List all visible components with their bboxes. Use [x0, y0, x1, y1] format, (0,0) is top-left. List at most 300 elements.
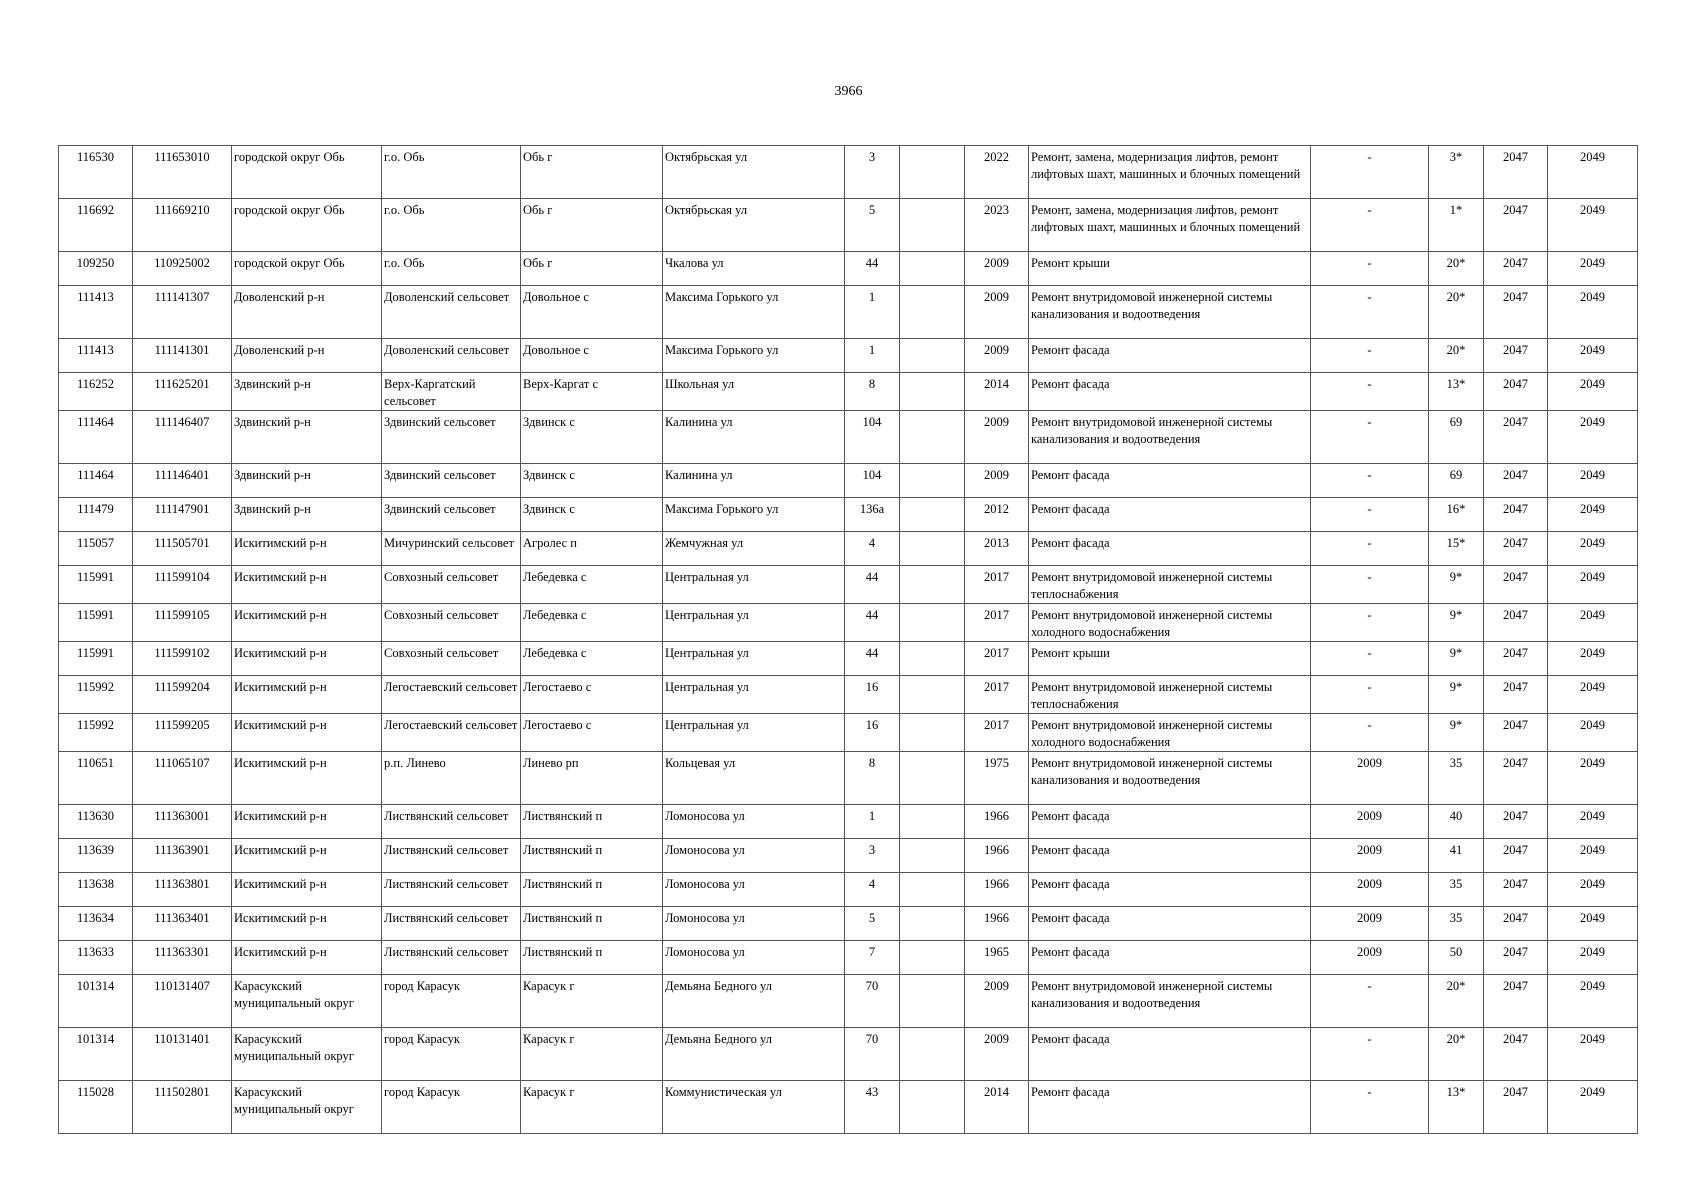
municipality-cell: Искитимский р-н — [232, 873, 382, 907]
settlement-type-cell: г.о. Обь — [382, 252, 521, 286]
build-year-cell: 1975 — [965, 752, 1029, 805]
table-row — [59, 286, 1638, 339]
plan-year-end-cell: 2049 — [1548, 199, 1638, 252]
work-type-cell: Ремонт внутридомовой инженерной системы канализования и водоотведения — [1029, 286, 1311, 339]
work-type-cell: Ремонт фасада — [1029, 464, 1311, 498]
build-year-cell: 2012 — [965, 498, 1029, 532]
building-cell — [900, 373, 965, 411]
table-row — [59, 339, 1638, 373]
build-year-cell: 2009 — [965, 464, 1029, 498]
settlement-type-cell: Легостаевский сельсовет — [382, 676, 521, 714]
settlement-type-cell: Совхозный сельсовет — [382, 642, 521, 676]
building-cell — [900, 907, 965, 941]
municipality-cell: Доволенский р-н — [232, 286, 382, 339]
build-year-cell: 2009 — [965, 252, 1029, 286]
municipality-cell: Здвинский р-н — [232, 464, 382, 498]
municipality-cell: Искитимский р-н — [232, 941, 382, 975]
building-cell — [900, 752, 965, 805]
table-row — [59, 146, 1638, 199]
plan-year-start-cell: 2047 — [1484, 805, 1548, 839]
house-number-cell: 44 — [845, 642, 900, 676]
building-cell — [900, 1028, 965, 1081]
work-type-cell: Ремонт фасада — [1029, 873, 1311, 907]
wear-percent-cell: 50 — [1429, 941, 1484, 975]
plan-year-end-cell: 2049 — [1548, 339, 1638, 373]
plan-year-end-cell: 2049 — [1548, 146, 1638, 199]
wear-percent-cell: 13* — [1429, 373, 1484, 411]
plan-year-start-cell: 2047 — [1484, 1028, 1548, 1081]
build-year-cell: 2009 — [965, 411, 1029, 464]
locality-cell: Верх-Каргат с — [521, 373, 663, 411]
house-number-cell: 1 — [845, 805, 900, 839]
municipality-cell: Здвинский р-н — [232, 373, 382, 411]
locality-cell: Довольное с — [521, 339, 663, 373]
plan-year-start-cell: 2047 — [1484, 1081, 1548, 1134]
work-id-cell: 111363801 — [133, 873, 232, 907]
work-type-cell: Ремонт фасада — [1029, 373, 1311, 411]
work-type-cell: Ремонт внутридомовой инженерной системы теплоснабжения — [1029, 676, 1311, 714]
build-year-cell: 2023 — [965, 199, 1029, 252]
building-cell — [900, 146, 965, 199]
work-type-cell: Ремонт внутридомовой инженерной системы холодного водоснабжения — [1029, 604, 1311, 642]
house-number-cell: 16 — [845, 714, 900, 752]
last-repair-year-cell: - — [1311, 975, 1429, 1028]
object-id-cell: 113638 — [59, 873, 133, 907]
locality-cell: Лебедевка с — [521, 604, 663, 642]
work-id-cell: 111625201 — [133, 373, 232, 411]
plan-year-end-cell: 2049 — [1548, 907, 1638, 941]
object-id-cell: 111464 — [59, 411, 133, 464]
municipality-cell: Карасукский муниципальный округ — [232, 975, 382, 1028]
locality-cell: Здвинск с — [521, 498, 663, 532]
build-year-cell: 2014 — [965, 373, 1029, 411]
settlement-type-cell: город Карасук — [382, 1081, 521, 1134]
object-id-cell: 115991 — [59, 604, 133, 642]
municipality-cell: Здвинский р-н — [232, 411, 382, 464]
settlement-type-cell: Мичуринский сельсовет — [382, 532, 521, 566]
municipality-cell: городской округ Обь — [232, 146, 382, 199]
last-repair-year-cell: - — [1311, 1081, 1429, 1134]
plan-year-end-cell: 2049 — [1548, 1028, 1638, 1081]
plan-year-end-cell: 2049 — [1548, 252, 1638, 286]
street-cell: Демьяна Бедного ул — [663, 1028, 845, 1081]
plan-year-start-cell: 2047 — [1484, 907, 1548, 941]
work-type-cell: Ремонт внутридомовой инженерной системы канализования и водоотведения — [1029, 411, 1311, 464]
house-number-cell: 1 — [845, 286, 900, 339]
build-year-cell: 2017 — [965, 566, 1029, 604]
settlement-type-cell: Доволенский сельсовет — [382, 286, 521, 339]
house-number-cell: 43 — [845, 1081, 900, 1134]
street-cell: Максима Горького ул — [663, 339, 845, 373]
work-type-cell: Ремонт крыши — [1029, 252, 1311, 286]
build-year-cell: 2014 — [965, 1081, 1029, 1134]
plan-year-end-cell: 2049 — [1548, 642, 1638, 676]
building-cell — [900, 464, 965, 498]
object-id-cell: 116530 — [59, 146, 133, 199]
building-cell — [900, 1081, 965, 1134]
locality-cell: Обь г — [521, 252, 663, 286]
building-cell — [900, 676, 965, 714]
wear-percent-cell: 9* — [1429, 714, 1484, 752]
last-repair-year-cell: - — [1311, 714, 1429, 752]
build-year-cell: 1966 — [965, 907, 1029, 941]
plan-year-end-cell: 2049 — [1548, 714, 1638, 752]
municipality-cell: Карасукский муниципальный округ — [232, 1028, 382, 1081]
last-repair-year-cell: - — [1311, 532, 1429, 566]
locality-cell: Листвянский п — [521, 941, 663, 975]
plan-year-end-cell: 2049 — [1548, 839, 1638, 873]
build-year-cell: 2017 — [965, 676, 1029, 714]
plan-year-start-cell: 2047 — [1484, 532, 1548, 566]
plan-year-start-cell: 2047 — [1484, 411, 1548, 464]
plan-year-end-cell: 2049 — [1548, 411, 1638, 464]
settlement-type-cell: Здвинский сельсовет — [382, 498, 521, 532]
municipality-cell: Искитимский р-н — [232, 907, 382, 941]
house-number-cell: 5 — [845, 907, 900, 941]
plan-year-start-cell: 2047 — [1484, 604, 1548, 642]
settlement-type-cell: Доволенский сельсовет — [382, 339, 521, 373]
table-row — [59, 752, 1638, 805]
last-repair-year-cell: 2009 — [1311, 752, 1429, 805]
last-repair-year-cell: - — [1311, 642, 1429, 676]
settlement-type-cell: г.о. Обь — [382, 199, 521, 252]
municipality-cell: Искитимский р-н — [232, 566, 382, 604]
building-cell — [900, 411, 965, 464]
house-number-cell: 4 — [845, 532, 900, 566]
plan-year-start-cell: 2047 — [1484, 873, 1548, 907]
object-id-cell: 115991 — [59, 566, 133, 604]
locality-cell: Линево рп — [521, 752, 663, 805]
plan-year-end-cell: 2049 — [1548, 941, 1638, 975]
registry-table-body — [59, 146, 1638, 1134]
table-row — [59, 975, 1638, 1028]
house-number-cell: 4 — [845, 873, 900, 907]
last-repair-year-cell: - — [1311, 604, 1429, 642]
plan-year-end-cell: 2049 — [1548, 805, 1638, 839]
work-type-cell: Ремонт внутридомовой инженерной системы канализования и водоотведения — [1029, 975, 1311, 1028]
locality-cell: Довольное с — [521, 286, 663, 339]
street-cell: Октябрьская ул — [663, 199, 845, 252]
plan-year-start-cell: 2047 — [1484, 941, 1548, 975]
build-year-cell: 2017 — [965, 714, 1029, 752]
table-row — [59, 714, 1638, 752]
table-row — [59, 1028, 1638, 1081]
plan-year-end-cell: 2049 — [1548, 752, 1638, 805]
locality-cell: Обь г — [521, 146, 663, 199]
page-number: 3966 — [834, 84, 863, 99]
locality-cell: Листвянский п — [521, 839, 663, 873]
build-year-cell: 1966 — [965, 839, 1029, 873]
table-row — [59, 676, 1638, 714]
work-id-cell: 110131407 — [133, 975, 232, 1028]
table-row — [59, 252, 1638, 286]
settlement-type-cell: Листвянский сельсовет — [382, 805, 521, 839]
locality-cell: Здвинск с — [521, 464, 663, 498]
work-id-cell: 110925002 — [133, 252, 232, 286]
house-number-cell: 44 — [845, 252, 900, 286]
settlement-type-cell: город Карасук — [382, 975, 521, 1028]
house-number-cell: 70 — [845, 1028, 900, 1081]
settlement-type-cell: Здвинский сельсовет — [382, 464, 521, 498]
object-id-cell: 101314 — [59, 975, 133, 1028]
wear-percent-cell: 9* — [1429, 642, 1484, 676]
wear-percent-cell: 35 — [1429, 907, 1484, 941]
street-cell: Ломоносова ул — [663, 941, 845, 975]
object-id-cell: 101314 — [59, 1028, 133, 1081]
last-repair-year-cell: 2009 — [1311, 941, 1429, 975]
settlement-type-cell: Листвянский сельсовет — [382, 907, 521, 941]
build-year-cell: 2017 — [965, 642, 1029, 676]
settlement-type-cell: Легостаевский сельсовет — [382, 714, 521, 752]
wear-percent-cell: 16* — [1429, 498, 1484, 532]
work-type-cell: Ремонт фасада — [1029, 907, 1311, 941]
locality-cell: Агролес п — [521, 532, 663, 566]
work-type-cell: Ремонт фасада — [1029, 498, 1311, 532]
plan-year-start-cell: 2047 — [1484, 752, 1548, 805]
last-repair-year-cell: - — [1311, 1028, 1429, 1081]
building-cell — [900, 975, 965, 1028]
table-row — [59, 642, 1638, 676]
table-row — [59, 464, 1638, 498]
house-number-cell: 3 — [845, 839, 900, 873]
house-number-cell: 104 — [845, 411, 900, 464]
municipality-cell: Искитимский р-н — [232, 676, 382, 714]
work-id-cell: 111669210 — [133, 199, 232, 252]
municipality-cell: Здвинский р-н — [232, 498, 382, 532]
municipality-cell: Искитимский р-н — [232, 714, 382, 752]
object-id-cell: 115057 — [59, 532, 133, 566]
locality-cell: Лебедевка с — [521, 642, 663, 676]
object-id-cell: 115992 — [59, 676, 133, 714]
object-id-cell: 116692 — [59, 199, 133, 252]
wear-percent-cell: 1* — [1429, 199, 1484, 252]
plan-year-start-cell: 2047 — [1484, 199, 1548, 252]
locality-cell: Легостаево с — [521, 714, 663, 752]
work-type-cell: Ремонт, замена, модернизация лифтов, ремонт лифтовых шахт, машинных и блочных помещений — [1029, 199, 1311, 252]
last-repair-year-cell: - — [1311, 373, 1429, 411]
object-id-cell: 111464 — [59, 464, 133, 498]
work-id-cell: 111363901 — [133, 839, 232, 873]
build-year-cell: 1965 — [965, 941, 1029, 975]
locality-cell: Карасук г — [521, 1081, 663, 1134]
house-number-cell: 136а — [845, 498, 900, 532]
settlement-type-cell: Здвинский сельсовет — [382, 411, 521, 464]
work-id-cell: 110131401 — [133, 1028, 232, 1081]
work-type-cell: Ремонт фасада — [1029, 1081, 1311, 1134]
locality-cell: Легостаево с — [521, 676, 663, 714]
work-type-cell: Ремонт крыши — [1029, 642, 1311, 676]
table-row — [59, 199, 1638, 252]
street-cell: Центральная ул — [663, 642, 845, 676]
last-repair-year-cell: - — [1311, 411, 1429, 464]
wear-percent-cell: 15* — [1429, 532, 1484, 566]
settlement-type-cell: Совхозный сельсовет — [382, 566, 521, 604]
street-cell: Максима Горького ул — [663, 498, 845, 532]
work-type-cell: Ремонт внутридомовой инженерной системы теплоснабжения — [1029, 566, 1311, 604]
municipality-cell: Доволенский р-н — [232, 339, 382, 373]
building-cell — [900, 532, 965, 566]
locality-cell: Здвинск с — [521, 411, 663, 464]
street-cell: Демьяна Бедного ул — [663, 975, 845, 1028]
work-type-cell: Ремонт фасада — [1029, 1028, 1311, 1081]
work-id-cell: 111363001 — [133, 805, 232, 839]
street-cell: Калинина ул — [663, 464, 845, 498]
work-type-cell: Ремонт фасада — [1029, 839, 1311, 873]
building-cell — [900, 252, 965, 286]
work-type-cell: Ремонт внутридомовой инженерной системы канализования и водоотведения — [1029, 752, 1311, 805]
street-cell: Школьная ул — [663, 373, 845, 411]
wear-percent-cell: 3* — [1429, 146, 1484, 199]
build-year-cell: 2013 — [965, 532, 1029, 566]
table-row — [59, 532, 1638, 566]
locality-cell: Листвянский п — [521, 907, 663, 941]
work-id-cell: 111505701 — [133, 532, 232, 566]
house-number-cell: 5 — [845, 199, 900, 252]
locality-cell: Карасук г — [521, 1028, 663, 1081]
street-cell: Центральная ул — [663, 714, 845, 752]
registry-table — [58, 145, 1638, 1134]
settlement-type-cell: р.п. Линево — [382, 752, 521, 805]
wear-percent-cell: 9* — [1429, 676, 1484, 714]
build-year-cell: 2009 — [965, 339, 1029, 373]
plan-year-start-cell: 2047 — [1484, 286, 1548, 339]
building-cell — [900, 199, 965, 252]
street-cell: Кольцевая ул — [663, 752, 845, 805]
plan-year-start-cell: 2047 — [1484, 498, 1548, 532]
work-id-cell: 111141307 — [133, 286, 232, 339]
table-row — [59, 1081, 1638, 1134]
house-number-cell: 104 — [845, 464, 900, 498]
wear-percent-cell: 69 — [1429, 411, 1484, 464]
last-repair-year-cell: - — [1311, 146, 1429, 199]
plan-year-start-cell: 2047 — [1484, 676, 1548, 714]
street-cell: Октябрьская ул — [663, 146, 845, 199]
work-id-cell: 111599105 — [133, 604, 232, 642]
municipality-cell: Искитимский р-н — [232, 805, 382, 839]
object-id-cell: 110651 — [59, 752, 133, 805]
work-type-cell: Ремонт фасада — [1029, 532, 1311, 566]
wear-percent-cell: 20* — [1429, 1028, 1484, 1081]
work-type-cell: Ремонт фасада — [1029, 941, 1311, 975]
building-cell — [900, 941, 965, 975]
plan-year-start-cell: 2047 — [1484, 464, 1548, 498]
object-id-cell: 115991 — [59, 642, 133, 676]
plan-year-start-cell: 2047 — [1484, 642, 1548, 676]
last-repair-year-cell: - — [1311, 498, 1429, 532]
street-cell: Ломоносова ул — [663, 839, 845, 873]
wear-percent-cell: 20* — [1429, 975, 1484, 1028]
object-id-cell: 116252 — [59, 373, 133, 411]
municipality-cell: Искитимский р-н — [232, 532, 382, 566]
wear-percent-cell: 41 — [1429, 839, 1484, 873]
table-row — [59, 604, 1638, 642]
object-id-cell: 109250 — [59, 252, 133, 286]
settlement-type-cell: г.о. Обь — [382, 146, 521, 199]
work-type-cell: Ремонт фасада — [1029, 339, 1311, 373]
last-repair-year-cell: 2009 — [1311, 873, 1429, 907]
settlement-type-cell: Листвянский сельсовет — [382, 839, 521, 873]
plan-year-start-cell: 2047 — [1484, 373, 1548, 411]
wear-percent-cell: 69 — [1429, 464, 1484, 498]
building-cell — [900, 498, 965, 532]
table-row — [59, 873, 1638, 907]
house-number-cell: 70 — [845, 975, 900, 1028]
work-id-cell: 111147901 — [133, 498, 232, 532]
plan-year-end-cell: 2049 — [1548, 1081, 1638, 1134]
settlement-type-cell: Листвянский сельсовет — [382, 941, 521, 975]
table-row — [59, 941, 1638, 975]
table-row — [59, 907, 1638, 941]
wear-percent-cell: 20* — [1429, 286, 1484, 339]
wear-percent-cell: 13* — [1429, 1081, 1484, 1134]
municipality-cell: городской округ Обь — [232, 252, 382, 286]
building-cell — [900, 339, 965, 373]
plan-year-end-cell: 2049 — [1548, 873, 1638, 907]
house-number-cell: 8 — [845, 373, 900, 411]
last-repair-year-cell: 2009 — [1311, 839, 1429, 873]
build-year-cell: 1966 — [965, 873, 1029, 907]
build-year-cell: 2009 — [965, 975, 1029, 1028]
street-cell: Максима Горького ул — [663, 286, 845, 339]
settlement-type-cell: город Карасук — [382, 1028, 521, 1081]
work-type-cell: Ремонт фасада — [1029, 805, 1311, 839]
work-id-cell: 111502801 — [133, 1081, 232, 1134]
work-id-cell: 111599104 — [133, 566, 232, 604]
work-id-cell: 111146407 — [133, 411, 232, 464]
street-cell: Центральная ул — [663, 676, 845, 714]
street-cell: Ломоносова ул — [663, 873, 845, 907]
last-repair-year-cell: - — [1311, 339, 1429, 373]
street-cell: Жемчужная ул — [663, 532, 845, 566]
object-id-cell: 113630 — [59, 805, 133, 839]
wear-percent-cell: 9* — [1429, 566, 1484, 604]
plan-year-start-cell: 2047 — [1484, 714, 1548, 752]
building-cell — [900, 805, 965, 839]
build-year-cell: 2009 — [965, 286, 1029, 339]
table-row — [59, 566, 1638, 604]
house-number-cell: 3 — [845, 146, 900, 199]
wear-percent-cell: 9* — [1429, 604, 1484, 642]
work-type-cell: Ремонт, замена, модернизация лифтов, ремонт лифтовых шахт, машинных и блочных помещений — [1029, 146, 1311, 199]
settlement-type-cell: Верх-Каргатский сельсовет — [382, 373, 521, 411]
settlement-type-cell: Совхозный сельсовет — [382, 604, 521, 642]
settlement-type-cell: Листвянский сельсовет — [382, 873, 521, 907]
object-id-cell: 111413 — [59, 339, 133, 373]
locality-cell: Карасук г — [521, 975, 663, 1028]
building-cell — [900, 714, 965, 752]
building-cell — [900, 873, 965, 907]
plan-year-end-cell: 2049 — [1548, 975, 1638, 1028]
last-repair-year-cell: 2009 — [1311, 805, 1429, 839]
object-id-cell: 115992 — [59, 714, 133, 752]
work-id-cell: 111599102 — [133, 642, 232, 676]
object-id-cell: 115028 — [59, 1081, 133, 1134]
work-id-cell: 111146401 — [133, 464, 232, 498]
street-cell: Ломоносова ул — [663, 805, 845, 839]
building-cell — [900, 286, 965, 339]
plan-year-end-cell: 2049 — [1548, 498, 1638, 532]
wear-percent-cell: 20* — [1429, 339, 1484, 373]
object-id-cell: 111479 — [59, 498, 133, 532]
locality-cell: Листвянский п — [521, 873, 663, 907]
last-repair-year-cell: - — [1311, 286, 1429, 339]
plan-year-start-cell: 2047 — [1484, 252, 1548, 286]
building-cell — [900, 839, 965, 873]
house-number-cell: 7 — [845, 941, 900, 975]
street-cell: Коммунистическая ул — [663, 1081, 845, 1134]
last-repair-year-cell: - — [1311, 566, 1429, 604]
house-number-cell: 44 — [845, 566, 900, 604]
